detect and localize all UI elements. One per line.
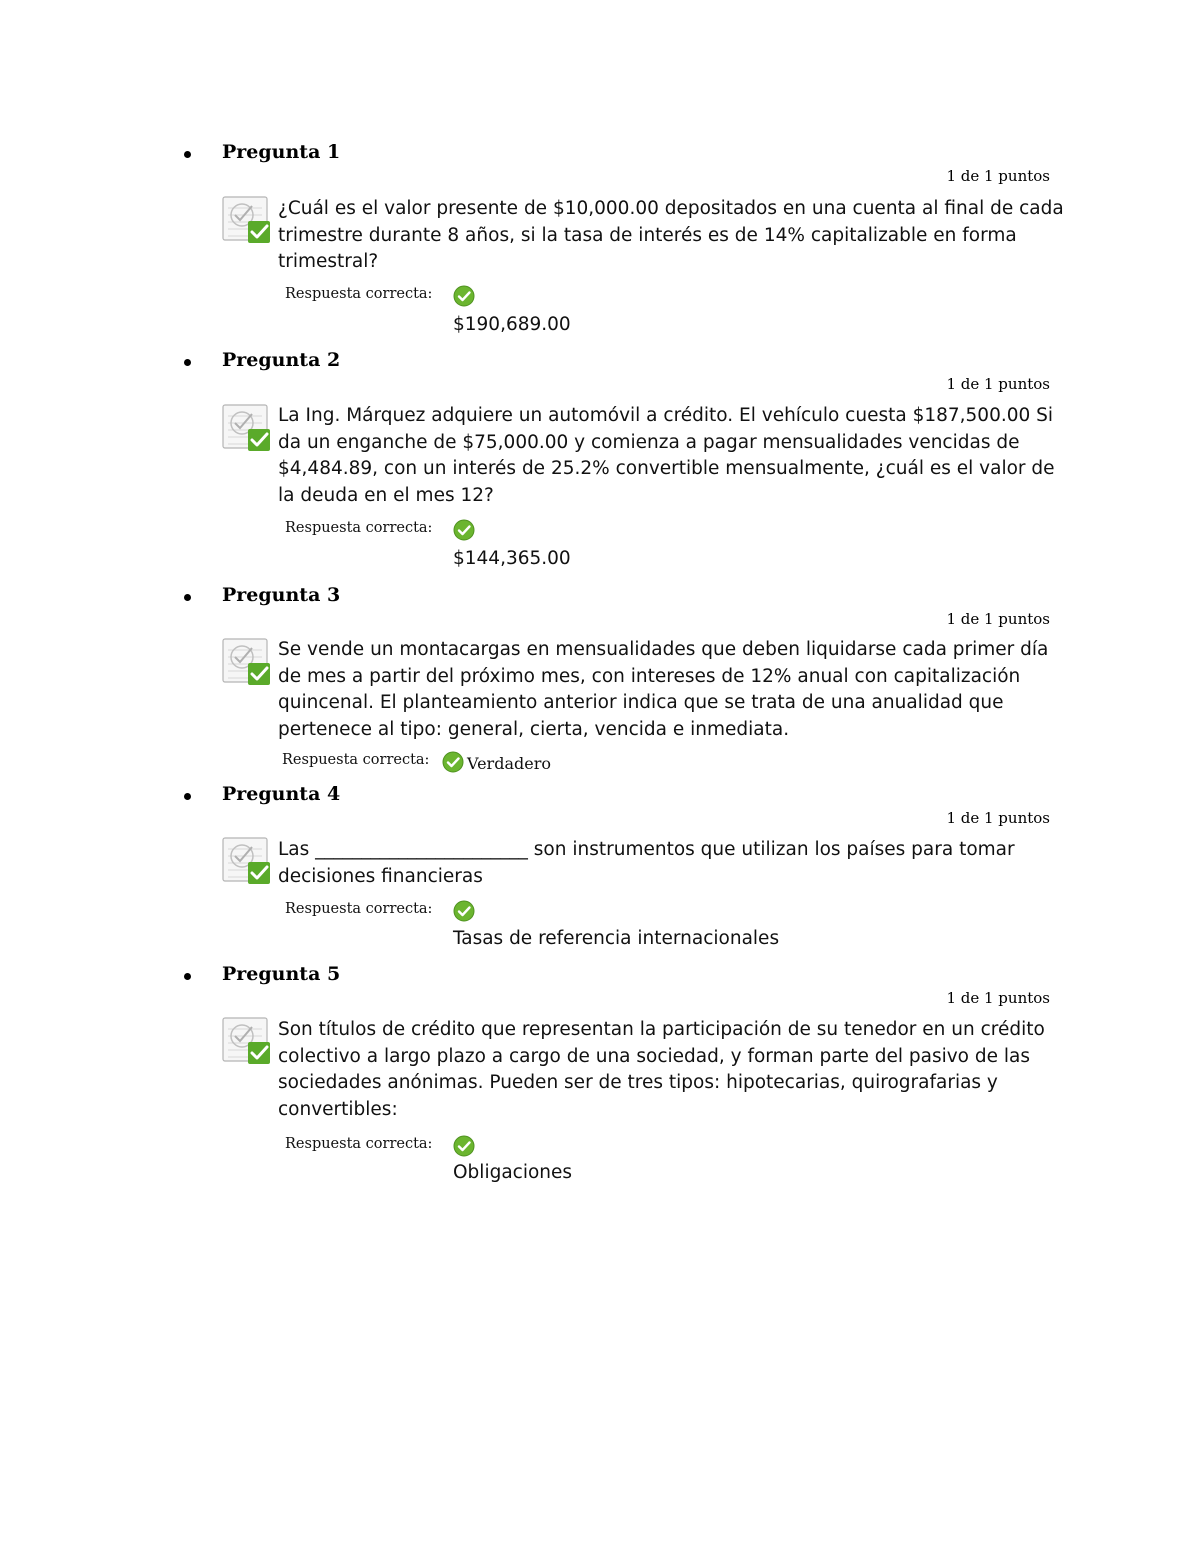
- bullet: [184, 594, 191, 601]
- bullet: [184, 359, 191, 366]
- check-circle-icon: [453, 1135, 475, 1157]
- answer-label: Respuesta correcta:: [282, 752, 430, 768]
- question-title: Pregunta 2: [222, 349, 341, 371]
- answer-label: Respuesta correcta:: [285, 286, 433, 302]
- question-text: ¿Cuál es el valor presente de $10,000.00 depositados en una cuenta al final de cada trimestre durante 8 años, si la tasa de interés es de 14% capitalizable en forma trimestral?: [278, 198, 1064, 272]
- graded-correct-icon: [222, 195, 272, 245]
- question-text: Son títulos de crédito que representan la participación de su tenedor en un crédito colectivo a largo plazo a cargo de una sociedad, y forman parte del pasivo de las sociedades anónimas. Pueden ser de tres tipos: hipotecarias, quirografarias y convertibles:: [278, 1019, 1045, 1120]
- question-title: Pregunta 4: [222, 783, 341, 805]
- answer-value: $144,365.00: [453, 548, 571, 569]
- check-circle-icon: [453, 285, 475, 307]
- graded-correct-icon: [222, 637, 272, 687]
- question-text: La Ing. Márquez adquiere un automóvil a crédito. El vehículo cuesta $187,500.00 Si da un enganche de $75,000.00 y comienza a pagar mensualidades vencidas de $4,484.89, con un interés de 25.2% convertible mensualmente, ¿cuál es el valor de la deuda en el mes 12?: [278, 405, 1055, 506]
- check-circle-icon: [453, 900, 475, 922]
- bullet: [184, 973, 191, 980]
- question-title: Pregunta 1: [222, 141, 341, 163]
- answer-value: Tasas de referencia internacionales: [453, 928, 780, 949]
- answer-label: Respuesta correcta:: [285, 520, 433, 536]
- question-points: 1 de 1 puntos: [946, 809, 1050, 827]
- question-title: Pregunta 3: [222, 584, 341, 606]
- answer-label: Respuesta correcta:: [285, 1136, 433, 1152]
- question-points: 1 de 1 puntos: [946, 375, 1050, 393]
- question-points: 1 de 1 puntos: [946, 989, 1050, 1007]
- question-title: Pregunta 5: [222, 963, 341, 985]
- check-circle-icon: [442, 751, 464, 773]
- answer-label: Respuesta correcta:: [285, 901, 433, 917]
- graded-correct-icon: [222, 836, 272, 886]
- answer-value: $190,689.00: [453, 314, 571, 335]
- question-text: Se vende un montacargas en mensualidades que deben liquidarse cada primer día de mes a partir del próximo mes, con intereses de 12% anual con capitalización quincenal. El planteamiento anterior indica que se trata de una anualidad que pertenece al tipo: general, cierta, vencida e inmediata.: [278, 639, 1049, 740]
- answer-value: Obligaciones: [453, 1162, 573, 1183]
- bullet: [184, 151, 191, 158]
- graded-correct-icon: [222, 403, 272, 453]
- bullet: [184, 793, 191, 800]
- check-circle-icon: [453, 519, 475, 541]
- answer-value: Verdadero: [467, 754, 551, 773]
- graded-correct-icon: [222, 1016, 272, 1066]
- question-points: 1 de 1 puntos: [946, 167, 1050, 185]
- question-text: Las _______________________ son instrumentos que utilizan los países para tomar decisiones financieras: [278, 839, 1015, 887]
- question-points: 1 de 1 puntos: [946, 610, 1050, 628]
